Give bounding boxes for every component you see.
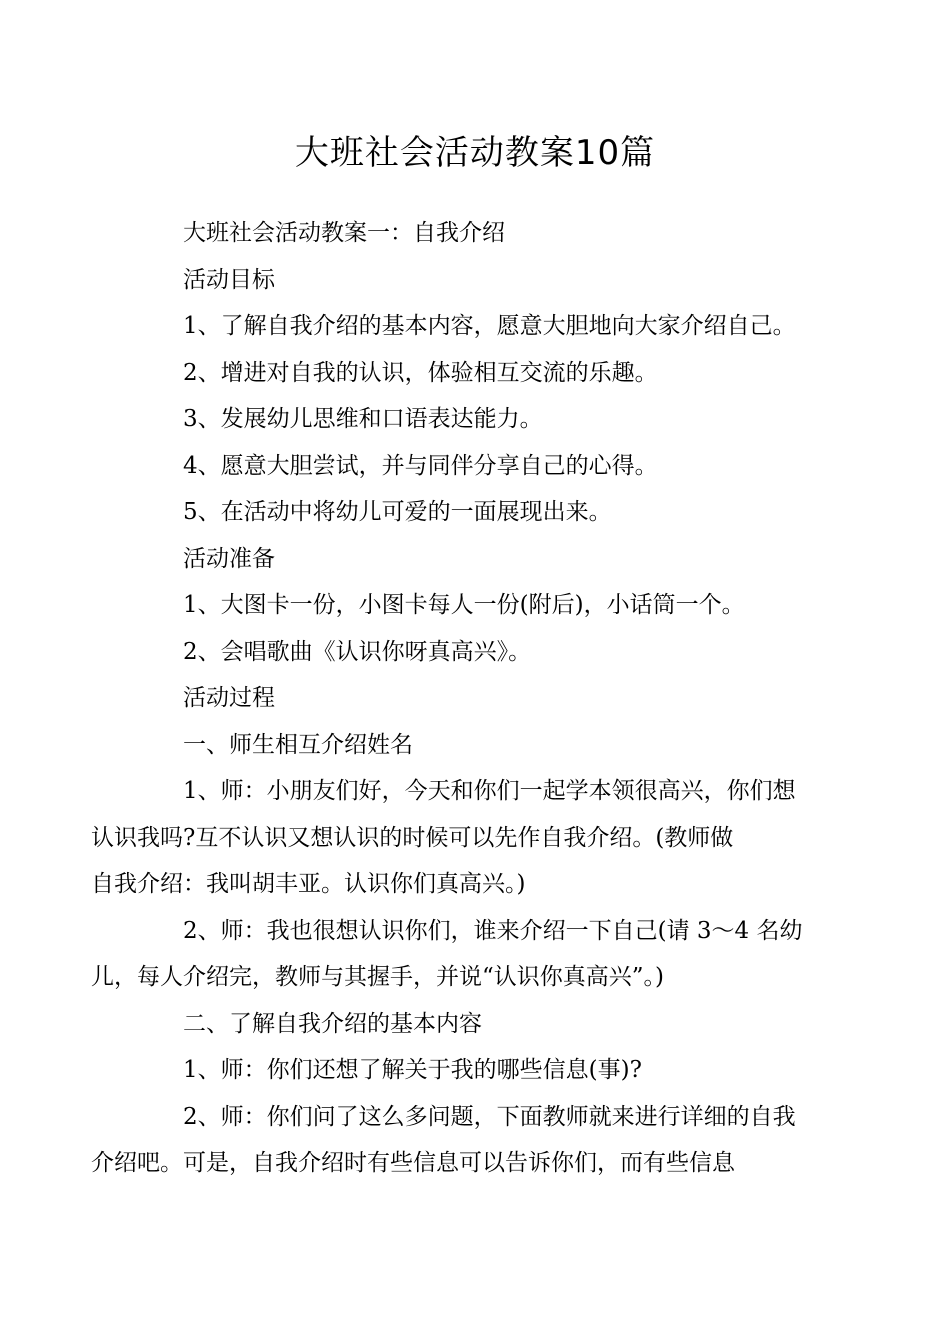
document-title: 大班社会活动教案10篇	[294, 133, 656, 173]
paragraph: 2、增进对自我的认识，体验相互交流的乐趣。	[183, 359, 658, 386]
paragraph: 4、愿意大胆尝试，并与同伴分享自己的心得。	[183, 452, 658, 479]
paragraph: 2、会唱歌曲《认识你呀真高兴》。	[183, 638, 532, 665]
paragraph: 1、了解自我介绍的基本内容，愿意大胆地向大家介绍自己。	[183, 313, 796, 339]
section-heading: 二、了解自我介绍的基本内容	[183, 1010, 482, 1037]
paragraph: 1、师：你们还想了解关于我的哪些信息(事)?	[183, 1057, 642, 1083]
paragraph-line: 认识我吗?互不认识又想认识的时候可以先作自我介绍。(教师做	[91, 824, 734, 851]
paragraph-line: 2、师：我也很想认识你们，谁来介绍一下自己(请 3～4 名幼	[183, 917, 803, 944]
paragraph: 1、大图卡一份，小图卡每人一份(附后)，小话筒一个。	[183, 592, 745, 618]
paragraph	[91, 908, 817, 1001]
paragraph-line: 2、师：你们问了这么多问题，下面教师就来进行详细的自我	[183, 1103, 796, 1130]
paragraph-line: 自我介绍：我叫胡丰亚。认识你们真高兴。)	[91, 871, 526, 897]
paragraph-line: 介绍吧。可是，自我介绍时有些信息可以告诉你们，而有些信息	[91, 1150, 735, 1176]
paragraph: 大班社会活动教案一：自我介绍	[183, 220, 505, 246]
section-heading: 活动准备	[183, 545, 275, 572]
paragraph	[91, 768, 817, 908]
paragraph: 5、在活动中将幼儿可爱的一面展现出来。	[183, 499, 612, 525]
document-body	[91, 210, 817, 1187]
paragraph-line: 1、师：小朋友们好，今天和你们一起学本领很高兴，你们想	[183, 778, 796, 804]
paragraph: 一、师生相互介绍姓名	[183, 731, 413, 758]
paragraph-line: 儿，每人介绍完，教师与其握手，并说“认识你真高兴”。)	[91, 964, 664, 990]
paragraph: 3、发展幼儿思维和口语表达能力。	[183, 406, 543, 432]
section-heading: 活动目标	[183, 266, 275, 293]
section-heading: 活动过程	[183, 685, 275, 711]
paragraph	[91, 1094, 817, 1187]
